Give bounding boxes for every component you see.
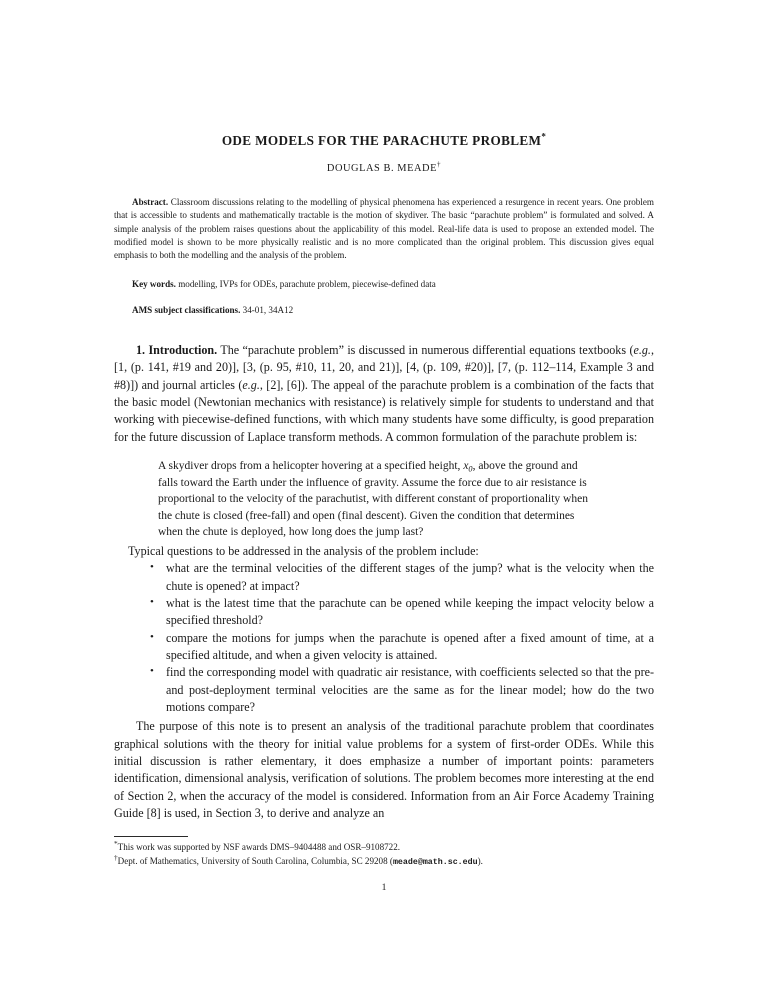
intro-text-c: , [2], [6]). The appeal of the parachute problem is a combination of the facts that the basic model (Newtonian mechanics with resistance) is relatively simple for students to understand and that working with piecewise-defined functions, with which many students have some difficulty, is good preparation for the future discussion of Laplace transform methods. A common formulation of the parachute problem is: [114, 377, 654, 444]
title-footnote-marker: * [541, 131, 547, 142]
eg-italic-first: e.g. [633, 342, 651, 357]
author-footnote-marker: † [437, 160, 442, 169]
eg-italic-second: e.g. [242, 377, 260, 392]
list-item [148, 595, 654, 630]
author-name: DOUGLAS B. MEADE [326, 162, 437, 174]
footnote-area [114, 836, 654, 870]
keywords-block [114, 278, 654, 291]
quote-text-a: A skydiver drops from a helicopter hovering at a specified height, [158, 460, 464, 473]
page-number: 1 [381, 882, 387, 893]
bullet-icon: • [150, 665, 154, 678]
footnote-marker-dagger: † [114, 853, 118, 862]
ams-label: AMS subject classifications. [132, 304, 241, 315]
footnote-marker-asterisk: * [114, 839, 118, 848]
footnote-affiliation-text: Dept. of Mathematics, University of South Carolina, Columbia, SC 29208 ( [117, 855, 393, 866]
footnote-rule [114, 836, 188, 837]
list-item-text: what are the terminal velocities of the different stages of the jump? what is the velocity when the chute is opened? at impact? [166, 561, 654, 593]
intro-text-a: The “parachute problem” is discussed in numerous differential equations textbooks ( [220, 342, 634, 357]
list-item [148, 560, 654, 595]
abstract-label: Abstract. [132, 196, 169, 207]
author-email[interactable]: meade@math.sc.edu [392, 857, 478, 867]
variable-x0-base: x [463, 460, 469, 473]
list-item [148, 664, 654, 716]
variable-x0 [463, 460, 472, 472]
footnote-funding [114, 841, 654, 855]
abstract-block [114, 196, 654, 263]
quote-text-rest: above the ground and falls toward the Earth under the influence of gravity. Assume the force due to air resistance is proportional to the velocity of the parachutist, with different constant of proportionality when the chute is closed (free-fall) and open (final descent). Given the condition that determines when the chute is deployed, how long does the jump last? [158, 460, 588, 539]
page-title [114, 133, 654, 149]
quote-text-comma: , [472, 460, 476, 473]
page-content [114, 0, 654, 834]
list-lead-in: Typical questions to be addressed in the analysis of the problem include: [128, 543, 479, 558]
footnote-affiliation-tail: ). [477, 855, 483, 866]
footnote-affiliation [114, 855, 654, 870]
ams-block [114, 304, 654, 317]
title-text: ODE MODELS FOR THE PARACHUTE PROBLEM [221, 133, 542, 148]
list-item-text: find the corresponding model with quadratic air resistance, with coefficients selected so that the pre- and post-deployment terminal velocities are the same as for the linear model; how do the two motions compare? [166, 665, 654, 714]
closing-paragraph: The purpose of this note is to present an analysis of the traditional parachute problem that coordinates graphical solutions with the theory for initial value problems for a system of first-order ODEs. While this initial discussion is rather elementary, it does emphasize a number of important points: parameters identification, dimensional analysis, verification of solutions. The problem becomes more interesting at the end of Section 2, when the accuracy of the model is considered. Information from an Air Force Academy Training Guide [8] is used, in Section 3, to derive and analyze an [114, 719, 654, 821]
list-item-text: what is the latest time that the parachute can be opened while keeping the impact velocity below a specified threshold? [166, 595, 654, 628]
intro-text-b: , [1, (p. 141, #19 and 20)], [3, (p. 95, #10, 11, 20, and 21)], [4, (p. 109, #20)], [7, (p. 112–114, Example 3 and #8)]) and journal articles ( [114, 342, 654, 392]
bullet-icon: • [150, 561, 154, 574]
list-item [148, 630, 654, 665]
question-list [114, 560, 654, 716]
ams-text: 34-01, 34A12 [242, 304, 294, 315]
list-item-text: compare the motions for jumps when the parachute is opened after a fixed amount of time, at a specified altitude, and when a given velocity is attained. [166, 630, 654, 662]
problem-quotation [158, 458, 590, 541]
bullet-icon: • [150, 595, 154, 608]
author-line [114, 160, 654, 174]
abstract-text: Classroom discussions relating to the modelling of physical phenomena has experienced a resurgence in recent years. One problem that is accessible to students and mathematically tractable is the motion of skydiver. The basic “parachute problem” is formulated and solved. A simple analysis of the problem raises questions about the applicability of this model. Real-life data is used to propose an extended model. The modified model is shown to be more physically realistic and is no more complicated than the original problem. This discussion gives equal emphasis to both the modelling and the analysis of the problem. [114, 196, 654, 261]
section-heading: Introduction. [148, 342, 218, 357]
bullet-icon: • [150, 630, 154, 643]
introduction-paragraph [114, 342, 654, 446]
keywords-text: modelling, IVPs for ODEs, parachute problem, piecewise-defined data [178, 278, 436, 289]
section-number: 1. [136, 342, 146, 357]
variable-x0-subscript: 0 [468, 464, 473, 474]
keywords-label: Key words. [132, 278, 176, 289]
footnote-funding-text: This work was supported by NSF awards DMS–9404488 and OSR–9108722. [117, 842, 401, 852]
